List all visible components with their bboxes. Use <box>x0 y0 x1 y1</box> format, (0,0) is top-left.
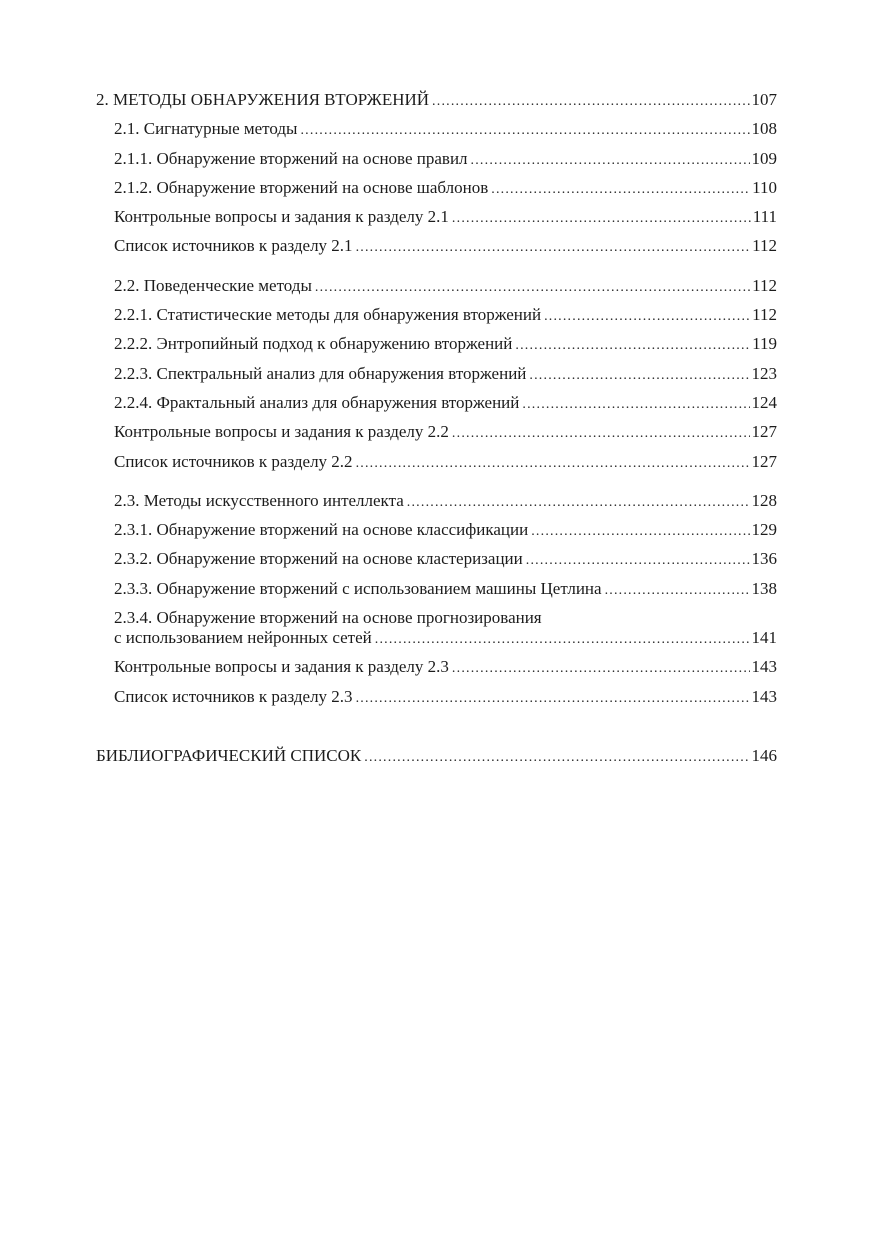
toc-entry-page: 127 <box>751 422 777 442</box>
toc-entry-page: 112 <box>752 305 777 325</box>
toc-entry-sources-2-3[interactable] <box>96 687 777 716</box>
toc-entry-chapter-2[interactable] <box>96 90 777 119</box>
toc-entry-questions-2-3[interactable] <box>96 657 777 686</box>
toc-entry-2-1-1[interactable] <box>96 149 777 178</box>
table-of-contents <box>96 90 777 775</box>
toc-entry-continuation <box>114 628 777 657</box>
dot-leader <box>522 395 749 415</box>
dot-leader <box>315 278 750 298</box>
toc-entry-bibliography[interactable] <box>96 746 777 775</box>
toc-entry-page: 138 <box>751 578 777 598</box>
toc-entry-page: 110 <box>752 177 777 197</box>
toc-entry-section-2-1[interactable] <box>96 119 777 148</box>
toc-entry-questions-2-2[interactable] <box>96 422 777 451</box>
toc-entry-page: 128 <box>751 490 777 510</box>
toc-entry-title: 2.2.1. Статистические методы для обнаружения вторжений <box>114 305 542 325</box>
dot-leader <box>356 238 751 258</box>
toc-entry-title: 2.1.2. Обнаружение вторжений на основе шаблонов <box>114 177 489 197</box>
toc-entry-section-2-2[interactable] <box>96 276 777 305</box>
dot-leader <box>491 180 750 200</box>
dot-leader <box>529 366 749 386</box>
toc-entry-2-2-1[interactable] <box>96 305 777 334</box>
toc-entry-page: 123 <box>751 363 777 383</box>
toc-entry-2-3-3[interactable] <box>96 579 777 608</box>
toc-entry-2-2-2[interactable] <box>96 334 777 363</box>
dot-leader <box>364 748 749 768</box>
dot-leader <box>452 424 750 444</box>
toc-entry-title-line-2: с использованием нейронных сетей <box>114 628 372 648</box>
toc-entry-title: 2.1.1. Обнаружение вторжений на основе правил <box>114 148 468 168</box>
dot-leader <box>432 92 749 112</box>
toc-entry-page: 112 <box>752 236 777 256</box>
toc-entry-title: 2.2. Поведенческие методы <box>114 275 312 295</box>
toc-entry-page: 129 <box>751 520 777 540</box>
toc-entry-page: 143 <box>751 686 777 706</box>
toc-entry-page: 141 <box>751 628 777 648</box>
dot-leader <box>515 336 750 356</box>
dot-leader <box>452 209 751 229</box>
toc-entry-section-2-3[interactable] <box>96 491 777 520</box>
toc-entry-title: 2.2.2. Энтропийный подход к обнаружению вторжений <box>114 334 513 354</box>
toc-entry-2-2-3[interactable] <box>96 364 777 393</box>
toc-entry-page: 143 <box>751 657 777 677</box>
dot-leader <box>605 581 750 601</box>
toc-entry-title: 2.3.3. Обнаружение вторжений с использованием машины Цетлина <box>114 578 602 598</box>
dot-leader <box>356 689 750 709</box>
toc-entry-title: 2.3.1. Обнаружение вторжений на основе классификации <box>114 520 529 540</box>
toc-entry-2-3-4[interactable] <box>96 608 777 657</box>
toc-entry-sources-2-2[interactable] <box>96 452 777 481</box>
dot-leader <box>544 307 750 327</box>
toc-entry-page: 119 <box>752 334 777 354</box>
toc-entry-page: 112 <box>752 275 777 295</box>
dot-leader <box>300 121 749 141</box>
toc-entry-title-line-1: 2.3.4. Обнаружение вторжений на основе прогнозирования <box>114 608 542 628</box>
toc-entry-page: 146 <box>751 745 777 765</box>
toc-entry-sources-2-1[interactable] <box>96 236 777 265</box>
toc-entry-title: БИБЛИОГРАФИЧЕСКИЙ СПИСОК <box>96 745 362 765</box>
toc-entry-page: 111 <box>752 207 777 227</box>
toc-entry-title: Контрольные вопросы и задания к разделу 2.3 <box>114 657 449 677</box>
toc-entry-title: Контрольные вопросы и задания к разделу 2.1 <box>114 207 449 227</box>
toc-entry-2-3-1[interactable] <box>96 520 777 549</box>
dot-leader <box>531 522 749 542</box>
dot-leader <box>471 151 750 171</box>
toc-entry-page: 108 <box>751 119 777 139</box>
toc-entry-title: 2.3. Методы искусственного интеллекта <box>114 490 404 510</box>
toc-entry-page: 136 <box>751 549 777 569</box>
dot-leader <box>356 454 750 474</box>
toc-entry-title: 2.2.4. Фрактальный анализ для обнаружения вторжений <box>114 392 520 412</box>
toc-entry-page: 124 <box>751 392 777 412</box>
dot-leader <box>407 493 750 513</box>
toc-entry-title: Список источников к разделу 2.3 <box>114 686 353 706</box>
toc-entry-title: 2. МЕТОДЫ ОБНАРУЖЕНИЯ ВТОРЖЕНИЙ <box>96 90 430 109</box>
dot-leader <box>526 551 750 571</box>
toc-entry-title: Список источников к разделу 2.1 <box>114 236 353 256</box>
toc-entry-page: 107 <box>751 90 777 109</box>
toc-entry-page: 109 <box>751 148 777 168</box>
toc-entry-2-1-2[interactable] <box>96 178 777 207</box>
toc-entry-title: 2.1. Сигнатурные методы <box>114 119 298 139</box>
toc-entry-title: Контрольные вопросы и задания к разделу 2.2 <box>114 422 449 442</box>
toc-entry-questions-2-1[interactable] <box>96 207 777 236</box>
toc-entry-title: Список источников к разделу 2.2 <box>114 451 353 471</box>
toc-entry-title: 2.2.3. Спектральный анализ для обнаружения вторжений <box>114 363 527 383</box>
dot-leader <box>452 659 750 679</box>
toc-entry-2-2-4[interactable] <box>96 393 777 422</box>
toc-entry-page: 127 <box>751 451 777 471</box>
dot-leader <box>375 630 750 650</box>
toc-entry-2-3-2[interactable] <box>96 549 777 578</box>
toc-entry-title: 2.3.2. Обнаружение вторжений на основе кластеризации <box>114 549 523 569</box>
